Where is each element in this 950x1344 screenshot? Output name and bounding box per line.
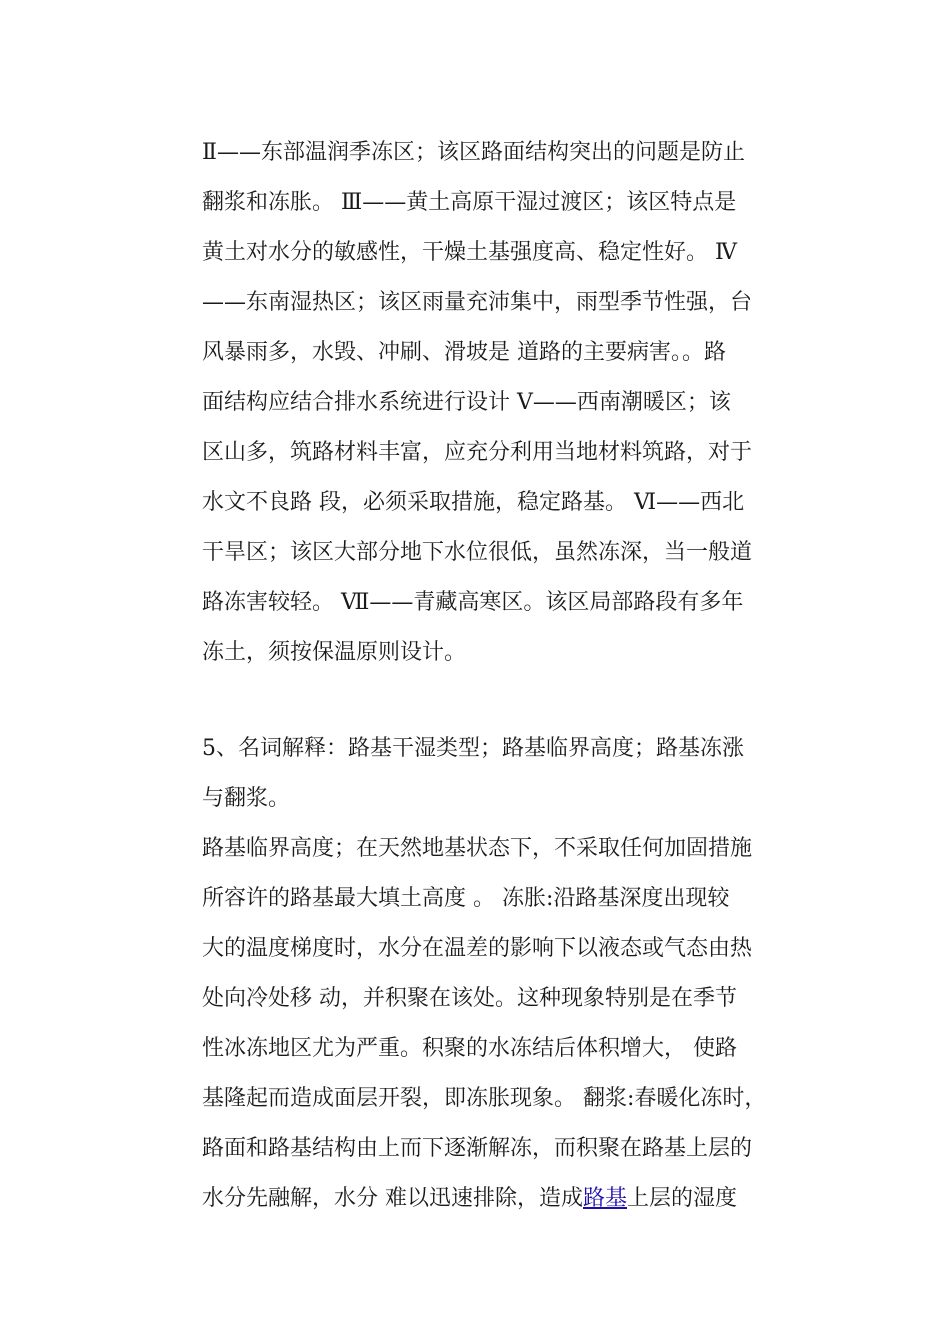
text-line: 路冻害较轻。 Ⅶ——青藏高寒区。该区局部路段有多年 (202, 590, 744, 615)
text-line: 水文不良路 段，必须采取措施，稳定路基。 Ⅵ——西北 (202, 490, 745, 515)
question-title-line: 5、名词解释：路基干湿类型；路基临界高度；路基冻涨 (202, 736, 744, 761)
subgrade-link[interactable]: 路基 (583, 1186, 628, 1211)
answer-line: 性冰冻地区尤为严重。积聚的水冻结后体积增大， 使路 (202, 1036, 737, 1061)
text-line: 黄土对水分的敏感性，干燥土基强度高、稳定性好。 Ⅳ (202, 240, 737, 265)
answer-text: 水分先融解，水分 难以迅速排除，造成 (202, 1186, 583, 1211)
text-line: 风暴雨多，水毁、冲刷、滑坡是 道路的主要病害。。路 (202, 340, 726, 365)
answer-line: 基隆起而造成面层开裂，即冻胀现象。 翻浆:春暖化冻时， (202, 1086, 767, 1111)
answer-line: 处向冷处移 动，并积聚在该处。这种现象特别是在季节 (202, 986, 737, 1011)
answer-text: 上层的湿度 (627, 1186, 738, 1211)
text-line: ——东南湿热区；该区雨量充沛集中，雨型季节性强，台 (202, 290, 753, 315)
text-line: 面结构应结合排水系统进行设计 Ⅴ——西南潮暖区；该 (202, 390, 731, 415)
text-line: 区山多，筑路材料丰富，应充分利用当地材料筑路，对于 (202, 440, 753, 465)
question-5-section (202, 724, 822, 1224)
answer-line: 路面和路基结构由上而下逐渐解冻，而积聚在路基上层的 (202, 1136, 753, 1161)
answer-line: 大的温度梯度时，水分在温差的影响下以液态或气态由热 (202, 936, 753, 961)
text-line: 翻浆和冻胀。 Ⅲ——黄土高原干湿过渡区；该区特点是 (202, 190, 737, 215)
text-line: Ⅱ——东部温润季冻区；该区路面结构突出的问题是防止 (202, 140, 745, 165)
text-line: 冻土，须按保温原则设计。 (202, 640, 467, 665)
text-line: 干旱区；该区大部分地下水位很低，虽然冻深，当一般道 (202, 540, 753, 565)
answer-line: 路基临界高度；在天然地基状态下，不采取任何加固措施 (202, 836, 753, 861)
answer-line: 所容许的路基最大填土高度 。 冻胀:沿路基深度出现较 (202, 886, 730, 911)
question-title-line: 与翻浆。 (202, 786, 291, 811)
answer-line-with-link (202, 1174, 822, 1224)
paragraph-climate-zones (202, 128, 822, 678)
